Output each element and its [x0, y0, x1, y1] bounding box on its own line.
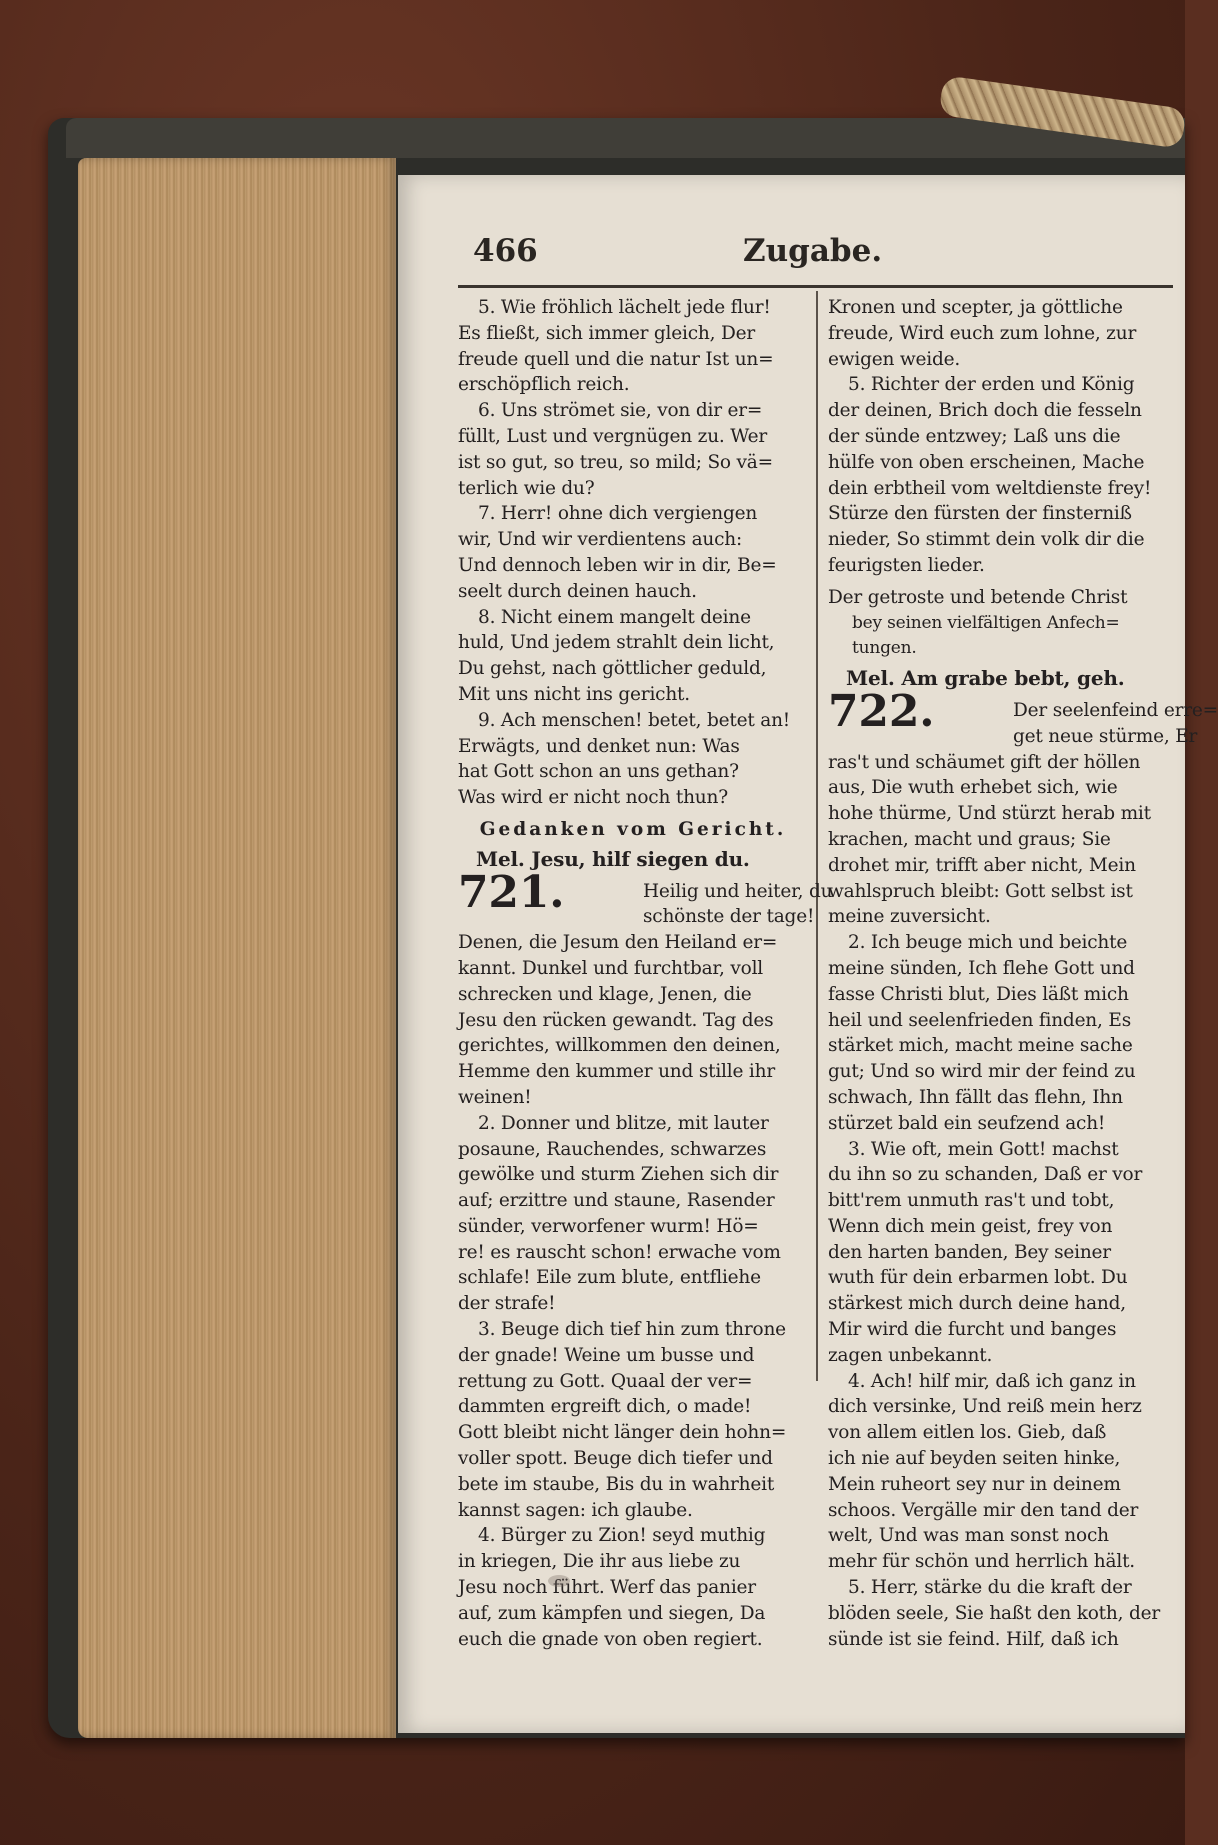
text-line: Stürze den fürsten der finsterniß	[828, 503, 1132, 525]
text-line: 6. Uns strömet sie, von dir er=	[478, 400, 763, 422]
text-line: dein erbtheil vom weltdienste frey!	[828, 477, 1152, 499]
text-line: hohe thürme, Und stürzt herab mit	[828, 803, 1151, 825]
text-line: Es fließt, sich immer gleich, Der	[458, 322, 755, 344]
text-line: Erwägts, und denket nun: Was	[458, 735, 740, 757]
text-line: ich nie auf beyden seiten hinke,	[828, 1448, 1121, 1470]
text-line: dich versinke, Und reiß mein herz	[828, 1396, 1142, 1418]
text-line: dammten ergreift dich, o made!	[458, 1396, 752, 1418]
text-line: Kronen und scepter, ja göttliche	[828, 297, 1123, 318]
text-line: Und dennoch leben wir in dir, Be=	[458, 554, 777, 576]
text-line: auf, zum kämpfen und siegen, Da	[458, 1602, 766, 1624]
text-line: wuth für dein erbarmen lobt. Du	[828, 1267, 1128, 1289]
hymn-opening-text: Heilig und heiter, du	[643, 880, 833, 902]
text-line: 3. Wie oft, mein Gott! machst	[848, 1138, 1119, 1160]
text-line: terlich wie du?	[458, 477, 595, 499]
text-line: mehr für schön und herrlich hält.	[828, 1551, 1135, 1573]
text-line: wir, Und wir verdientens auch:	[458, 529, 743, 551]
text-line: Denen, die Jesum den Heiland er=	[458, 932, 778, 954]
text-line: 8. Nicht einem mangelt deine	[478, 606, 751, 628]
rubric-line: tungen.	[852, 638, 917, 659]
text-line: meine zuversicht.	[828, 906, 991, 928]
text-line: hat Gott schon an uns gethan?	[458, 761, 739, 783]
text-line: sünde ist sie feind. Hilf, daß ich	[828, 1628, 1119, 1650]
text-line: schlafe! Eile zum blute, entfliehe	[458, 1267, 761, 1289]
text-line: hülfe von oben erscheinen, Mache	[828, 451, 1145, 473]
text-line: auf; erzittre und staune, Rasender	[458, 1190, 775, 1212]
text-line: 7. Herr! ohne dich vergiengen	[478, 503, 758, 525]
text-line: freude, Wird euch zum lohne, zur	[828, 322, 1137, 344]
text-line: ist so gut, so treu, so mild; So vä=	[458, 451, 773, 473]
text-line: stärket mich, macht meine sache	[828, 1035, 1133, 1057]
melody-line: Mel. Jesu, hilf siegen du.	[476, 846, 750, 871]
text-line: meine sünden, Ich flehe Gott und	[828, 957, 1135, 979]
right-verses-before	[828, 295, 1173, 579]
text-line: stärkest mich durch deine hand,	[828, 1293, 1126, 1315]
right-column	[828, 295, 1218, 1652]
text-line: schwach, Ihn fällt das flehn, Ihn	[828, 1086, 1123, 1108]
text-line: 2. Donner und blitze, mit lauter	[478, 1112, 769, 1134]
book-page	[398, 175, 1218, 1733]
text-line: Mein ruheort sey nur in deinem	[828, 1473, 1121, 1495]
text-line: weinen!	[458, 1086, 532, 1108]
text-line: kannst sagen: ich glaube.	[458, 1499, 693, 1521]
text-line: der strafe!	[458, 1293, 556, 1315]
text-line: feurigsten lieder.	[828, 554, 985, 576]
text-line: krachen, macht und graus; Sie	[828, 828, 1111, 850]
page-number: 466	[473, 233, 538, 269]
text-line: gewölke und sturm Ziehen sich dir	[458, 1164, 779, 1186]
text-line: sünder, verworfener wurm! Hö=	[458, 1215, 759, 1237]
text-line: der sünde entzwey; Laß uns die	[828, 425, 1121, 447]
text-line: welt, Und was man sonst noch	[828, 1525, 1109, 1547]
text-line: re! es rauscht schon! erwache vom	[458, 1241, 781, 1263]
text-line: Mir wird die furcht und banges	[828, 1319, 1117, 1341]
text-line: seelt durch deinen hauch.	[458, 580, 697, 602]
text-line: Wenn dich mein geist, frey von	[828, 1215, 1113, 1237]
text-line: 5. Herr, stärke du die kraft der	[848, 1577, 1132, 1599]
text-line: huld, Und jedem strahlt dein licht,	[458, 632, 775, 654]
text-line: von allem eitlen los. Gieb, daß	[828, 1422, 1107, 1444]
text-line: 4. Bürger zu Zion! seyd muthig	[478, 1525, 766, 1547]
text-line: bete im staube, Bis du in wahrheit	[458, 1473, 775, 1495]
text-line: drohet mir, trifft aber nicht, Mein	[828, 854, 1136, 876]
text-line: füllt, Lust und vergnügen zu. Wer	[458, 425, 767, 447]
text-line: 2. Ich beuge mich und beichte	[848, 932, 1128, 954]
hymn-second-line: schönste der tage!	[643, 906, 815, 928]
left-column	[458, 295, 833, 1652]
text-line: ras't und schäumet gift der höllen	[828, 751, 1141, 773]
text-line: schoos. Vergälle mir den tand der	[828, 1499, 1139, 1521]
right-verses-after	[828, 750, 1173, 1653]
text-line: stürzet bald ein seufzend ach!	[828, 1112, 1106, 1134]
text-line: kannt. Dunkel und furchtbar, voll	[458, 957, 764, 979]
text-line: du ihn so zu schanden, Daß er vor	[828, 1164, 1143, 1186]
text-line: aus, Die wuth erhebet sich, wie	[828, 777, 1118, 799]
hymn-second-line: get neue stürme, Er	[1013, 725, 1198, 747]
text-line: ewigen weide.	[828, 348, 961, 370]
text-line: 3. Beuge dich tief hin zum throne	[478, 1319, 786, 1341]
text-line: 5. Richter der erden und König	[848, 374, 1135, 396]
text-line: Was wird er nicht noch thun?	[458, 787, 728, 809]
text-line: erschöpflich reich.	[458, 374, 630, 396]
text-line: fasse Christi blut, Dies läßt mich	[828, 983, 1129, 1005]
text-line: heil und seelenfrieden finden, Es	[828, 1009, 1131, 1031]
melody-line: Mel. Am grabe bebt, geh.	[846, 666, 1125, 691]
text-line: rettung zu Gott. Quaal der ver=	[458, 1370, 753, 1392]
text-line: 4. Ach! hilf mir, daß ich ganz in	[848, 1370, 1136, 1392]
text-line: schrecken und klage, Jenen, die	[458, 983, 752, 1005]
text-line: nieder, So stimmt dein volk dir die	[828, 529, 1145, 551]
hymn-opening-text: Der seelenfeind erre=	[1013, 699, 1218, 721]
text-line: freude quell und die natur Ist un=	[458, 348, 774, 370]
section-heading: Gedanken vom Gericht.	[479, 818, 787, 840]
header-rule	[458, 285, 1173, 288]
text-line: Du gehst, nach göttlicher geduld,	[458, 658, 767, 680]
hymn-number: 722.	[828, 685, 935, 737]
text-line: blöden seele, Sie haßt den koth, der	[828, 1602, 1161, 1624]
text-line: Hemme den kummer und stille ihr	[458, 1061, 775, 1083]
text-line: der deinen, Brich doch die fesseln	[828, 400, 1142, 422]
text-line: Mit uns nicht ins gericht.	[458, 683, 690, 705]
page-edges	[78, 158, 396, 1738]
text-line: den harten banden, Bey seiner	[828, 1241, 1111, 1263]
text-line: euch die gnade von oben regiert.	[458, 1628, 763, 1650]
text-line: gut; Und so wird mir der feind zu	[828, 1061, 1136, 1083]
text-line: gerichtes, willkommen den deinen,	[458, 1035, 781, 1057]
text-line: zagen unbekannt.	[828, 1344, 993, 1366]
text-line: 9. Ach menschen! betet, betet an!	[478, 709, 791, 731]
text-line: 5. Wie fröhlich lächelt jede flur!	[478, 297, 771, 318]
hymn-rubric	[828, 585, 1173, 662]
text-line: posaune, Rauchendes, schwarzes	[458, 1138, 767, 1160]
rubric-line: Der getroste und betende Christ	[828, 586, 1128, 608]
text-line: Jesu noch führt. Werf das panier	[458, 1577, 756, 1599]
text-line: bitt'rem unmuth ras't und tobt,	[828, 1190, 1115, 1212]
hymn-number: 721.	[458, 866, 565, 918]
rubric-line: bey seinen vielfältigen Anfech=	[852, 612, 1120, 633]
text-line: der gnade! Weine um busse und	[458, 1344, 755, 1366]
text-line: voller spott. Beuge dich tiefer und	[458, 1448, 773, 1470]
left-verses-after	[458, 930, 808, 1652]
text-line: Jesu den rücken gewandt. Tag des	[458, 1009, 774, 1031]
column-divider	[816, 291, 818, 1381]
text-line: in kriegen, Die ihr aus liebe zu	[458, 1551, 741, 1573]
text-line: wahlspruch bleibt: Gott selbst ist	[828, 880, 1133, 902]
left-verses-before	[458, 295, 808, 811]
ink-smudge	[548, 1575, 570, 1587]
text-line: Gott bleibt nicht länger dein hohn=	[458, 1422, 787, 1444]
running-head: Zugabe.	[743, 233, 883, 269]
